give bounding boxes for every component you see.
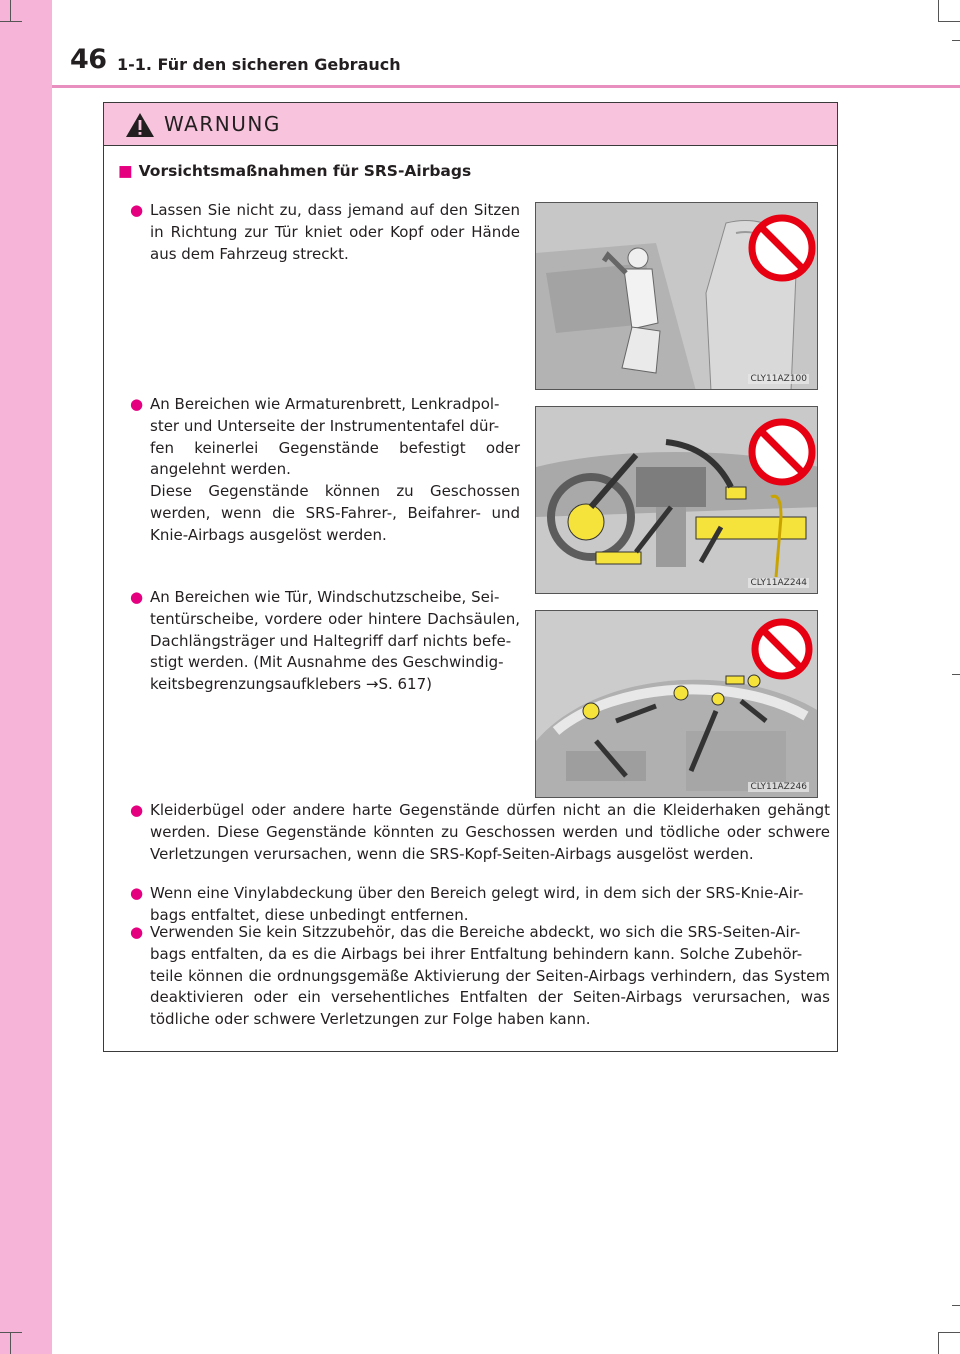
illustration-dashboard (535, 406, 818, 594)
crop-mark (10, 0, 11, 22)
crop-mark (938, 1332, 939, 1354)
bullet-text: Lassen Sie nicht zu, dass jemand auf den Sitzen in Richtung zur Tür kniet oder Kopf oder Hände aus dem Fahrzeug streckt. (150, 201, 520, 263)
round-bullet-icon: ● (130, 884, 144, 902)
illustration-roof-pillars (535, 610, 818, 798)
crop-mark (938, 21, 960, 22)
crop-mark (952, 1305, 960, 1306)
crop-mark (938, 1332, 960, 1333)
warning-title: WARNUNG (164, 112, 281, 136)
bullet-item (130, 394, 520, 547)
subheading-text: Vorsichtsmaßnahmen für SRS-Airbags (138, 162, 472, 180)
car-interior-illustration (536, 203, 818, 390)
bullet-item (130, 587, 520, 696)
round-bullet-icon: ● (130, 395, 144, 413)
crop-mark (952, 674, 960, 675)
bullet-item (130, 883, 830, 927)
crop-mark (0, 1332, 22, 1333)
bullet-text: An Bereichen wie Tür, Windschutzscheibe, Sei- tentürscheibe, vordere oder hintere Dachsäulen, Dachlängsträger und Haltegriff darf nichts befe- stigt werden. (Mit Ausnahme des Geschwindig- keitsbegrenzungsaufklebers →S. 617) (150, 588, 520, 694)
bullet-text: Wenn eine Vinylabdeckung über den Bereich gelegt wird, in dem sich der SRS-Knie-Air- bags entfaltet, diese unbedingt entfernen. (150, 884, 804, 924)
side-color-strip (0, 0, 52, 1354)
bullet-text: Kleiderbügel oder andere harte Gegenstände dürfen nicht an die Kleiderhaken gehängt werden. Diese Gegenstände könnten zu Geschossen werden und tödliche oder schwere Verletzungen verursachen, wenn die SRS-Kopf-Seiten-Airbags ausgelöst werden. (150, 801, 830, 863)
warning-box (103, 102, 838, 1052)
illustration-code: CLY11AZ246 (750, 782, 807, 792)
warning-triangle-icon (125, 112, 155, 138)
bullet-item (130, 922, 830, 1031)
crop-mark (938, 0, 939, 22)
subheading (118, 162, 471, 180)
crop-mark (10, 1332, 11, 1354)
square-bullet-icon: ■ (118, 162, 133, 180)
illustration-kneeling-passenger (535, 202, 818, 390)
round-bullet-icon: ● (130, 201, 144, 219)
dashboard-illustration (536, 407, 818, 594)
section-title: 1-1. Für den sicheren Gebrauch (117, 55, 401, 74)
roof-interior-illustration (536, 611, 818, 798)
page-number: 46 (70, 44, 107, 75)
round-bullet-icon: ● (130, 801, 144, 819)
bullet-text: Verwenden Sie kein Sitzzubehör, das die Bereiche abdeckt, wo sich die SRS-Seiten-Air- bags entfalten, da es die Airbags bei ihrer Entfaltung behindern kann. Solche Zubehör- teile können die ordnungsgemäße Aktivierung der Seiten-Airbags verhindern, das System deaktivieren oder ein versehentliches Entfalten der Seiten-Airbags verursachen, was tödliche oder schwere Verletzungen zur Folge haben kann. (150, 923, 830, 1029)
header-rule (52, 85, 960, 88)
illustration-code: CLY11AZ244 (750, 578, 807, 588)
round-bullet-icon: ● (130, 588, 144, 606)
warning-header (104, 103, 837, 146)
round-bullet-icon: ● (130, 923, 144, 941)
crop-mark (0, 21, 22, 22)
bullet-item (130, 800, 830, 865)
bullet-item (130, 200, 520, 265)
bullet-text: An Bereichen wie Armaturenbrett, Lenkradpol- ster und Unterseite der Instrumententafel dür- fen keinerlei Gegenstände befestigt oder angelehnt werden. Diese Gegenstände können zu Geschossen werden, wenn die SRS-Fahrer-, Beifahrer- und Knie-Airbags ausgelöst werden. (150, 395, 520, 544)
crop-mark (952, 40, 960, 41)
illustration-code: CLY11AZ100 (750, 374, 807, 384)
